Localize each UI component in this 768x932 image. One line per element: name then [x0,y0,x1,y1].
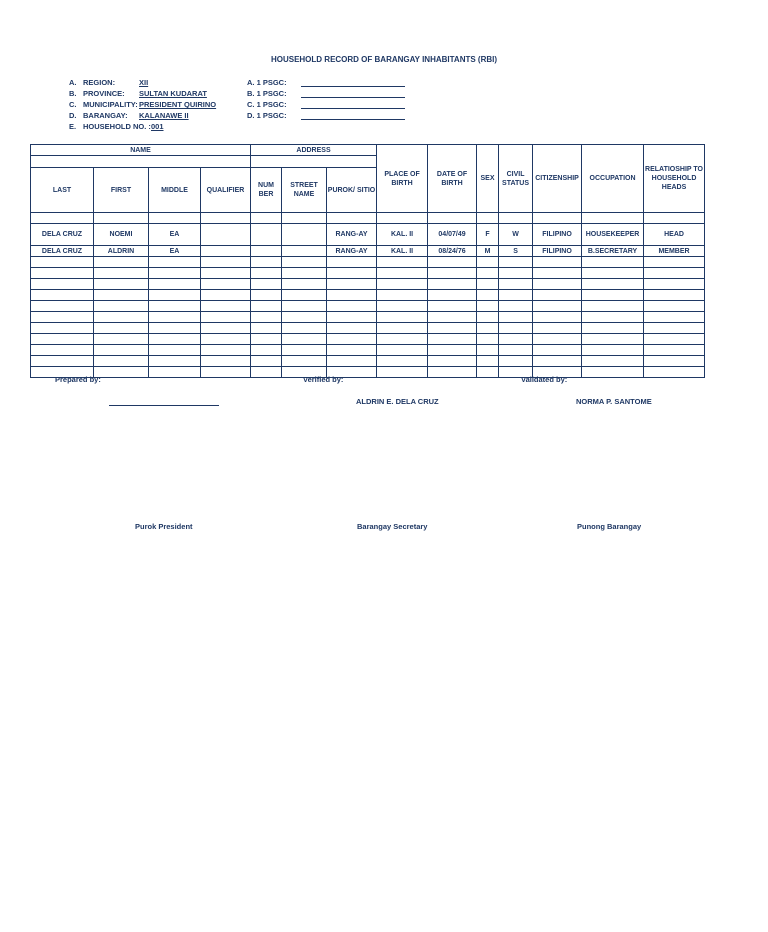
table-cell-middle [149,279,201,290]
psgc-b-label: B. 1 PSGC: [247,89,287,98]
table-cell-street [282,323,327,334]
table-cell-civil_status [499,257,533,268]
table-cell-street [282,268,327,279]
table-cell-occupation: HOUSEKEEPER [582,224,644,246]
header-relationship: RELATIOSHIP TO HOUSEHOLD HEADS [644,145,705,213]
table-cell-street [282,224,327,246]
table-cell-last [31,257,94,268]
psgc-d-label: D. 1 PSGC: [247,111,287,120]
table-cell-first [94,356,149,367]
table-cell-citizenship [533,279,582,290]
table-cell-number [251,334,282,345]
table-cell-purok [327,334,377,345]
table-cell-date_of_birth [428,279,477,290]
header-number: NUM BER [251,168,282,213]
table-cell-occupation [582,268,644,279]
psgc-a-label: A. 1 PSGC: [247,78,287,87]
table-cell-place_of_birth [377,323,428,334]
table-cell-occupation [582,312,644,323]
table-cell-number [251,356,282,367]
table-cell-last [31,323,94,334]
table-cell-last [31,279,94,290]
table-cell-place_of_birth [377,279,428,290]
table-row-empty [31,334,705,345]
table-cell-relationship [644,345,705,356]
table-cell-place_of_birth [377,356,428,367]
table-row-empty [31,268,705,279]
household-no-label: HOUSEHOLD NO. : [83,122,151,131]
table-cell-citizenship [533,312,582,323]
table-cell-sex [477,213,499,224]
table-cell-qualifier [201,257,251,268]
table-cell-relationship [644,268,705,279]
table-cell-qualifier [201,213,251,224]
table-cell-relationship [644,312,705,323]
table-cell-date_of_birth [428,356,477,367]
table-cell-sex [477,334,499,345]
psgc-c-field[interactable] [301,99,405,109]
table-cell-sex [477,301,499,312]
table-cell-citizenship [533,356,582,367]
table-cell-street [282,312,327,323]
table-cell-place_of_birth [377,301,428,312]
table-cell-place_of_birth: KAL. II [377,224,428,246]
table-cell-relationship: MEMBER [644,246,705,257]
table-cell-purok [327,356,377,367]
table-cell-occupation [582,213,644,224]
table-cell-middle [149,345,201,356]
table-cell-last [31,345,94,356]
barangay-value: KALANAWE II [139,111,189,120]
table-cell-relationship [644,323,705,334]
table-cell-relationship [644,290,705,301]
table-cell-middle [149,268,201,279]
province-label: PROVINCE: [83,89,125,98]
table-cell-civil_status [499,323,533,334]
validated-by-label: Validated by: [521,375,568,384]
table-cell-number [251,290,282,301]
header-civil-status: CIVIL STATUS [499,145,533,213]
table-cell-civil_status: W [499,224,533,246]
table-cell-purok [327,257,377,268]
table-cell-first [94,323,149,334]
table-cell-occupation [582,301,644,312]
table-cell-middle [149,257,201,268]
table-cell-middle: EA [149,224,201,246]
table-cell-qualifier [201,367,251,378]
verified-by-label: Verified by: [303,375,344,384]
table-cell-qualifier [201,323,251,334]
table-cell-place_of_birth [377,345,428,356]
name-subheader-blank [31,156,251,168]
table-cell-relationship [644,356,705,367]
table-cell-last [31,268,94,279]
table-cell-civil_status [499,213,533,224]
inhabitants-table [30,144,705,378]
table-cell-first [94,290,149,301]
table-cell-number [251,257,282,268]
table-cell-number [251,345,282,356]
table-cell-qualifier [201,334,251,345]
table-cell-last [31,356,94,367]
table-cell-purok [327,290,377,301]
table-cell-civil_status [499,356,533,367]
table-cell-sex [477,312,499,323]
region-value: XII [139,78,149,87]
header-middle: MIDDLE [149,168,201,213]
table-cell-civil_status [499,312,533,323]
table-cell-place_of_birth [377,334,428,345]
header-sex: SEX [477,145,499,213]
table-cell-last [31,301,94,312]
header-purok: PUROK/ SITIO [327,168,377,213]
table-cell-date_of_birth [428,268,477,279]
table-cell-first [94,345,149,356]
table-row-empty [31,323,705,334]
header-last: LAST [31,168,94,213]
table-cell-purok: RANG-AY [327,224,377,246]
table-cell-sex [477,290,499,301]
table-cell-street [282,257,327,268]
table-cell-qualifier [201,345,251,356]
table-cell-purok [327,301,377,312]
province-letter: B. [69,89,77,98]
table-row-empty [31,301,705,312]
table-cell-civil_status [499,268,533,279]
household-no-value: 001 [151,122,164,131]
table-cell-number [251,279,282,290]
table-cell-citizenship [533,301,582,312]
psgc-d-field[interactable] [301,110,405,120]
table-cell-civil_status [499,279,533,290]
table-cell-occupation [582,367,644,378]
group-header-row [31,145,705,156]
document-title: HOUSEHOLD RECORD OF BARANGAY INHABITANTS (RBI) [270,55,498,64]
address-group-header: ADDRESS [251,145,377,156]
table-cell-civil_status [499,290,533,301]
table-cell-middle [149,213,201,224]
table-cell-citizenship [533,213,582,224]
table-cell-street [282,356,327,367]
table-cell-number [251,224,282,246]
table-cell-qualifier [201,279,251,290]
table-cell-place_of_birth: KAL. II [377,246,428,257]
table-cell-first [94,301,149,312]
table-cell-first [94,312,149,323]
location-info [69,77,216,132]
validated-name: NORMA P. SANTOME [576,397,652,406]
table-cell-citizenship [533,257,582,268]
table-cell-date_of_birth [428,312,477,323]
table-cell-sex [477,279,499,290]
table-cell-civil_status [499,301,533,312]
table-cell-purok [327,345,377,356]
table-cell-street [282,213,327,224]
table-cell-middle [149,290,201,301]
address-subheader-blank [251,156,377,168]
table-cell-first [94,268,149,279]
table-cell-street [282,334,327,345]
table-cell-number [251,268,282,279]
table-cell-qualifier [201,246,251,257]
barangay-letter: D. [69,111,77,120]
table-cell-qualifier [201,356,251,367]
table-cell-sex: M [477,246,499,257]
table-cell-place_of_birth [377,290,428,301]
prepared-signature-line [109,404,219,406]
table-cell-purok [327,279,377,290]
table-cell-street [282,246,327,257]
table-cell-last [31,312,94,323]
table-cell-first [94,213,149,224]
table-cell-civil_status [499,345,533,356]
table-cell-middle [149,323,201,334]
table-cell-relationship [644,334,705,345]
table-cell-number [251,246,282,257]
table-cell-date_of_birth [428,257,477,268]
table-cell-citizenship [533,268,582,279]
table-cell-purok: RANG-AY [327,246,377,257]
table-cell-date_of_birth: 04/07/49 [428,224,477,246]
table-cell-date_of_birth [428,334,477,345]
table-cell-relationship: HEAD [644,224,705,246]
table-cell-sex [477,323,499,334]
table-cell-qualifier [201,268,251,279]
table-cell-number [251,323,282,334]
table-cell-purok [327,268,377,279]
header-qualifier: QUALIFIER [201,168,251,213]
table-cell-place_of_birth [377,213,428,224]
table-cell-street [282,279,327,290]
table-cell-qualifier [201,312,251,323]
table-cell-occupation [582,345,644,356]
table-cell-date_of_birth [428,290,477,301]
region-row [69,77,216,88]
table-cell-last [31,334,94,345]
header-citizenship: CITIZENSHIP [533,145,582,213]
verified-title: Barangay Secretary [357,522,428,531]
table-cell-date_of_birth [428,323,477,334]
table-cell-citizenship [533,290,582,301]
table-cell-citizenship: FILIPINO [533,246,582,257]
table-cell-purok [327,213,377,224]
region-label: REGION: [83,78,116,87]
table-cell-place_of_birth [377,257,428,268]
table-cell-number [251,213,282,224]
prepared-by-label: Prepared by: [55,375,101,384]
table-cell-qualifier [201,290,251,301]
table-cell-first [94,279,149,290]
household-no-row [69,121,216,132]
psgc-c-label: C. 1 PSGC: [247,100,287,109]
table-cell-occupation: B.SECRETARY [582,246,644,257]
table-cell-occupation [582,323,644,334]
barangay-row [69,110,216,121]
table-cell-relationship [644,213,705,224]
household-no-letter: E. [69,122,77,131]
table-cell-occupation [582,290,644,301]
table-cell-relationship [644,257,705,268]
table-cell-street [282,345,327,356]
province-row [69,88,216,99]
table-cell-middle: EA [149,246,201,257]
table-cell-middle [149,356,201,367]
region-letter: A. [69,78,77,87]
table-cell-number [251,367,282,378]
table-cell-occupation [582,279,644,290]
table-cell-first [94,334,149,345]
psgc-b-field[interactable] [301,88,405,98]
table-row-empty [31,279,705,290]
header-street: STREET NAME [282,168,327,213]
table-row-empty [31,345,705,356]
table-cell-citizenship [533,334,582,345]
table-cell-sex [477,367,499,378]
table-cell-relationship [644,279,705,290]
province-value: SULTAN KUDARAT [139,89,207,98]
table-cell-date_of_birth [428,213,477,224]
table-cell-civil_status: S [499,246,533,257]
table-cell-last: DELA CRUZ [31,246,94,257]
barangay-label: BARANGAY: [83,111,128,120]
municipality-value: PRESIDENT QUIRINO [139,100,217,109]
name-group-header: NAME [31,145,251,156]
table-cell-middle [149,312,201,323]
table-row-empty [31,367,705,378]
table-cell-civil_status [499,334,533,345]
verified-name: ALDRIN E. DELA CRUZ [356,397,439,406]
psgc-a-field[interactable] [301,77,405,87]
validated-title: Punong Barangay [577,522,642,531]
table-cell-qualifier [201,301,251,312]
table-cell-first [94,367,149,378]
table-cell-middle [149,367,201,378]
table-cell-middle [149,301,201,312]
municipality-letter: C. [69,100,77,109]
table-cell-citizenship [533,345,582,356]
table-row-empty [31,290,705,301]
header-place-of-birth: PLACE OF BIRTH [377,145,428,213]
table-row-empty [31,257,705,268]
table-cell-sex: F [477,224,499,246]
table-row [31,224,705,246]
psgc-block [247,77,405,121]
table-cell-date_of_birth [428,345,477,356]
header-occupation: OCCUPATION [582,145,644,213]
table-cell-last: DELA CRUZ [31,224,94,246]
table-cell-last [31,290,94,301]
table-cell-date_of_birth [428,367,477,378]
table-row [31,246,705,257]
table-row-empty [31,356,705,367]
table-cell-last [31,213,94,224]
table-cell-first: NOEMI [94,224,149,246]
table-cell-sex [477,268,499,279]
table-cell-citizenship [533,323,582,334]
table-cell-purok [327,312,377,323]
table-cell-date_of_birth: 08/24/76 [428,246,477,257]
table-cell-sex [477,257,499,268]
table-cell-purok [327,323,377,334]
table-cell-street [282,290,327,301]
table-cell-street [282,301,327,312]
table-cell-occupation [582,334,644,345]
municipality-row [69,99,216,110]
table-cell-middle [149,334,201,345]
table-cell-occupation [582,257,644,268]
table-cell-number [251,301,282,312]
header-first: FIRST [94,168,149,213]
header-date-of-birth: DATE OF BIRTH [428,145,477,213]
table-cell-occupation [582,356,644,367]
table-cell-sex [477,345,499,356]
prepared-title: Purok President [135,522,193,531]
table-cell-place_of_birth [377,268,428,279]
municipality-label: MUNICIPALITY: [83,100,138,109]
table-cell-first: ALDRIN [94,246,149,257]
table-cell-number [251,312,282,323]
table-cell-citizenship: FILIPINO [533,224,582,246]
table-cell-place_of_birth [377,312,428,323]
table-cell-sex [477,356,499,367]
table-row-blank [31,213,705,224]
table-cell-relationship [644,301,705,312]
table-cell-date_of_birth [428,301,477,312]
table-cell-qualifier [201,224,251,246]
table-row-empty [31,312,705,323]
table-cell-place_of_birth [377,367,428,378]
table-cell-first [94,257,149,268]
table-cell-relationship [644,367,705,378]
